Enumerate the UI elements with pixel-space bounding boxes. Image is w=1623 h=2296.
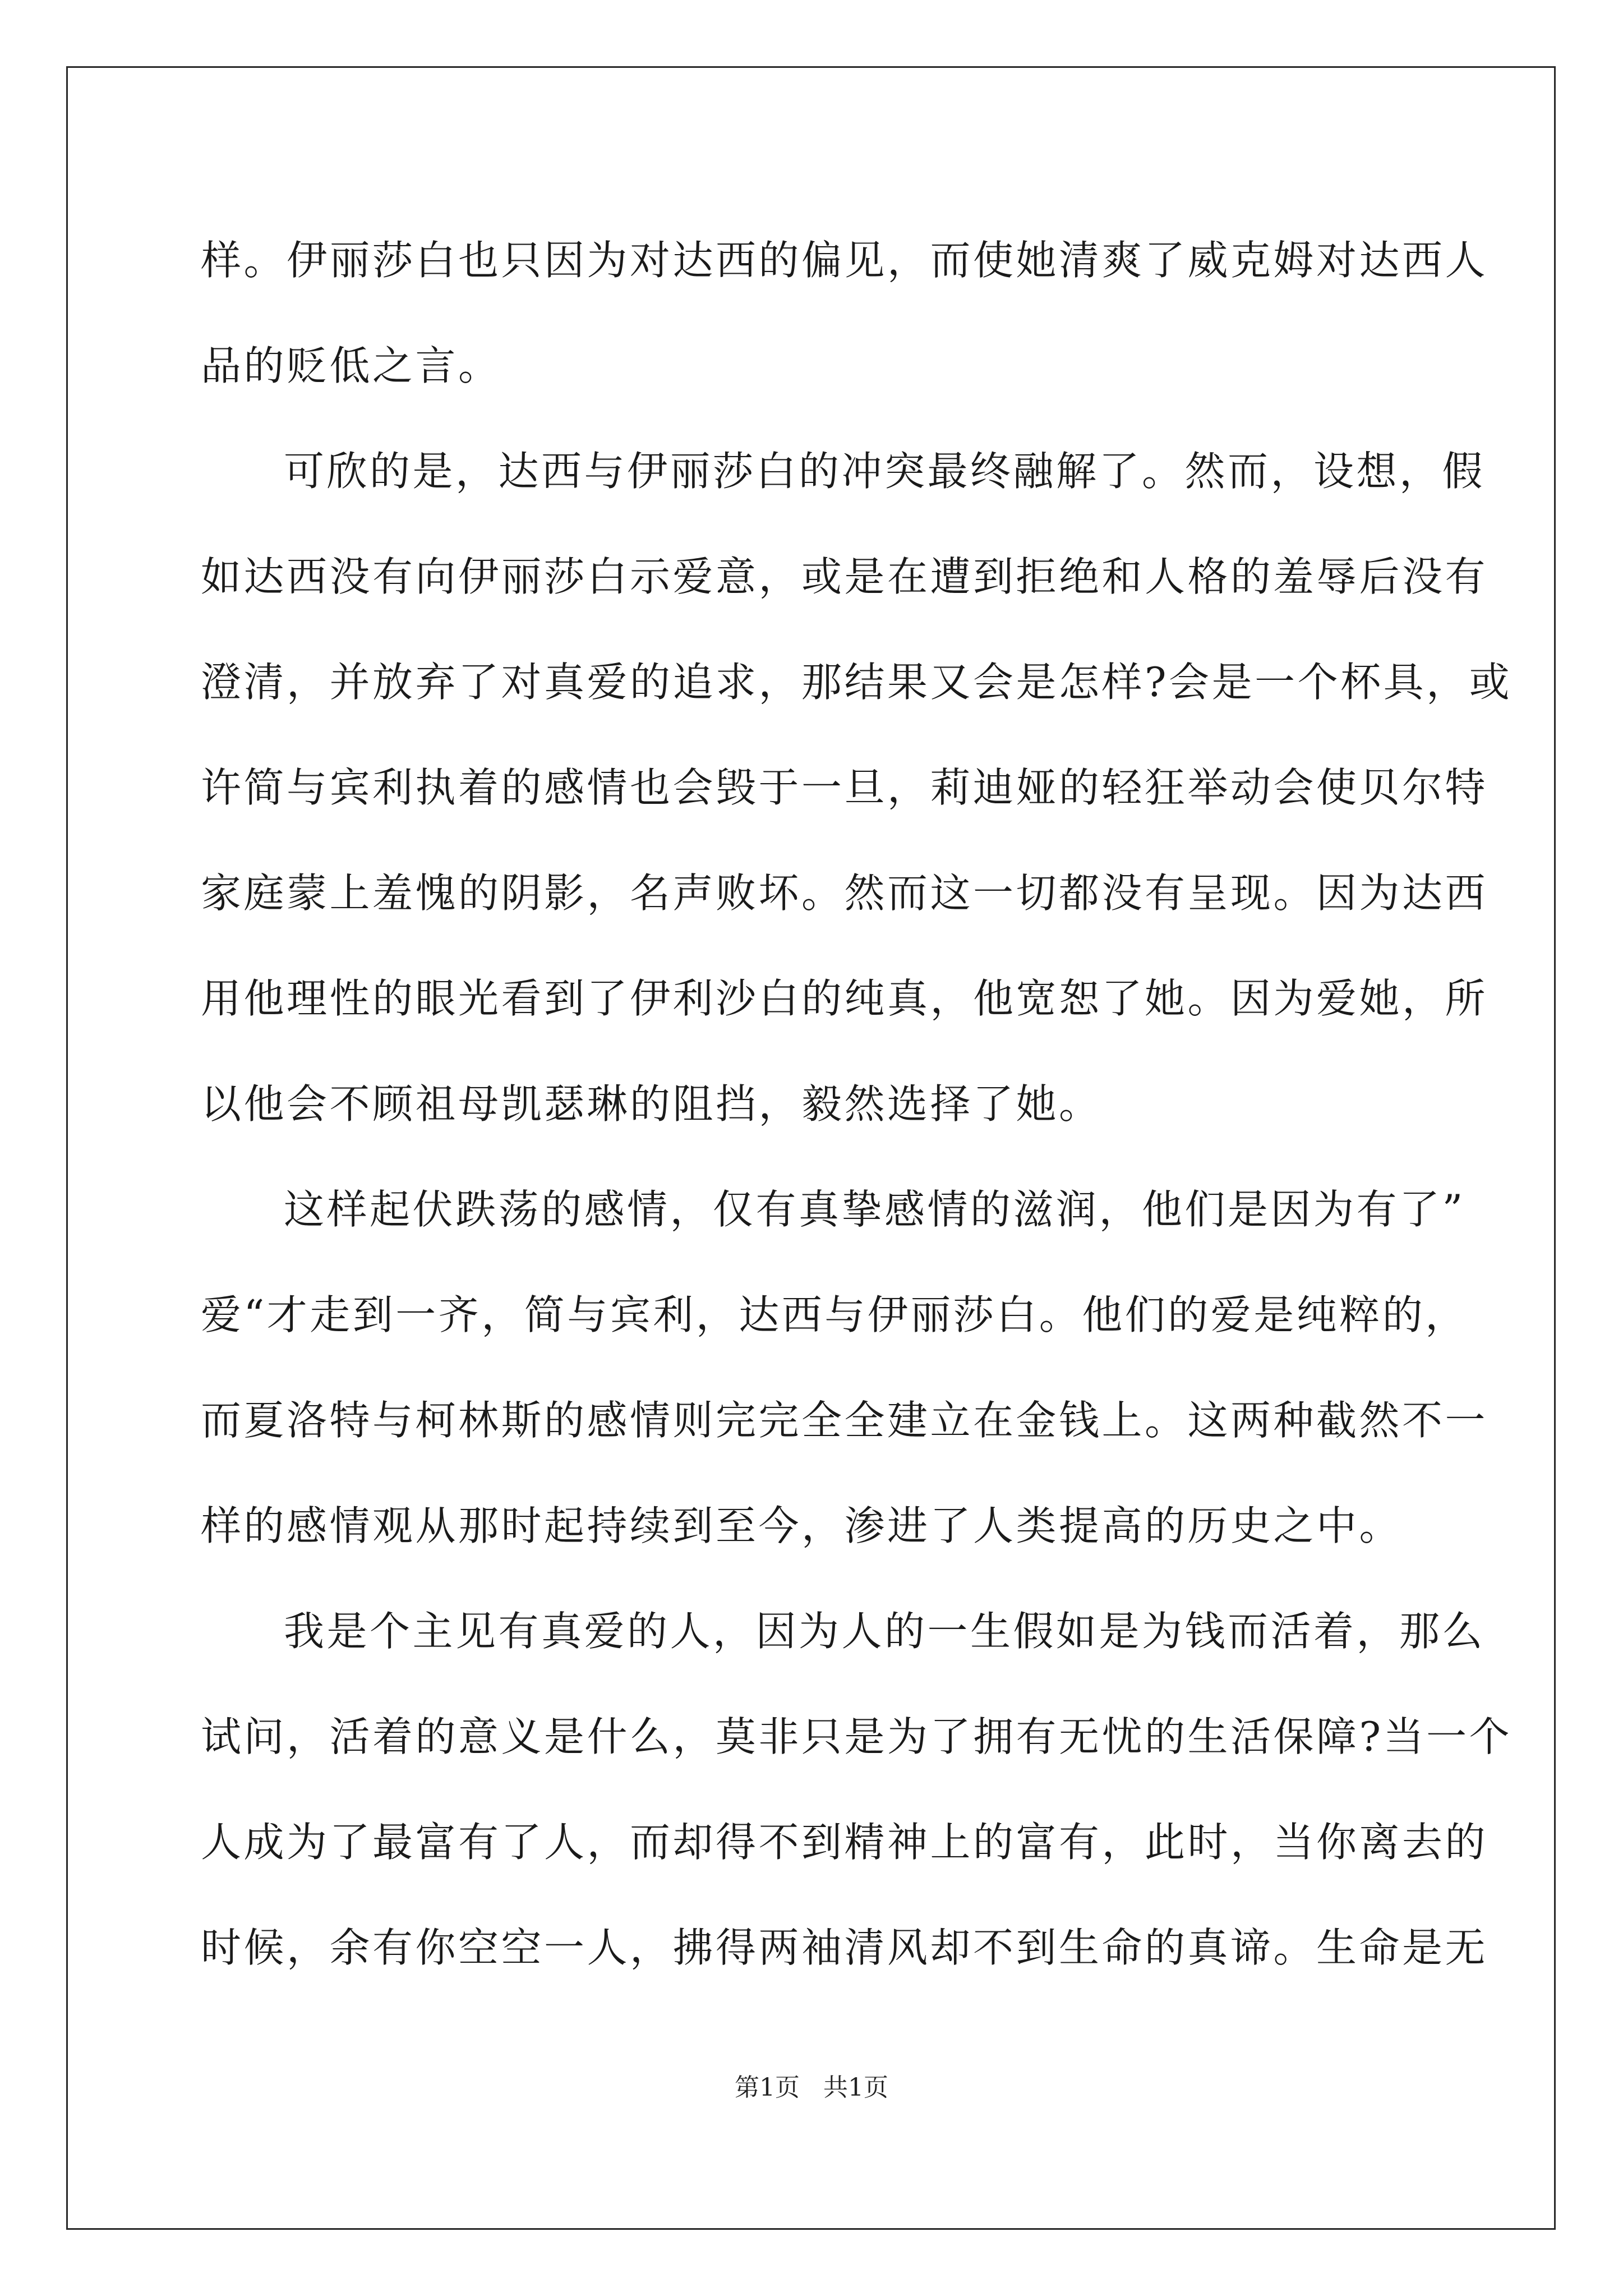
page-number-footer: 第1页 共1页 <box>735 2073 888 2102</box>
text-line: 以他会不顾祖母凯瑟琳的阻挡，毅然选择了她。 <box>201 1080 1102 1128</box>
document-body <box>201 208 1513 2000</box>
text-line: 时候，余有你空空一人，拂得两袖清风却不到生命的真谛。生命是无 <box>201 1924 1488 1971</box>
paragraph-start-line: 我是个主见有真爱的人，因为人的一生假如是为钱而活着，那么 <box>284 1608 1486 1655</box>
text-line: 试问，活着的意义是什么，莫非只是为了拥有无忧的生活保障?当一个 <box>201 1713 1513 1760</box>
paragraph-start-line: 这样起伏跌荡的感情，仅有真挚感情的滋润，他们是因为有了” <box>284 1186 1465 1233</box>
text-line: 用他理性的眼光看到了伊利沙白的纯真，他宽恕了她。因为爱她，所 <box>201 975 1488 1022</box>
text-line: 家庭蒙上羞愧的阴影，名声败坏。然而这一切都没有呈现。因为达西 <box>201 869 1488 917</box>
text-line: 而夏洛特与柯林斯的感情则完完全全建立在金钱上。这两种截然不一 <box>201 1397 1488 1444</box>
paragraph-start-line: 可欣的是，达西与伊丽莎白的冲突最终融解了。然而，设想，假 <box>284 448 1486 495</box>
text-line: 样的感情观从那时起持续到至今，渗进了人类提高的历史之中。 <box>201 1502 1403 1549</box>
text-line: 许简与宾利执着的感情也会毁于一旦，莉迪娅的轻狂举动会使贝尔特 <box>201 764 1488 811</box>
text-line: 如达西没有向伊丽莎白示爱意，或是在遭到拒绝和人格的羞辱后没有 <box>201 553 1488 600</box>
text-line: 爱“才走到一齐，简与宾利，达西与伊丽莎白。他们的爱是纯粹的， <box>201 1291 1468 1338</box>
text-line: 澄清，并放弃了对真爱的追求，那结果又会是怎样?会是一个杯具，或 <box>201 659 1513 706</box>
text-line: 样。伊丽莎白也只因为对达西的偏见，而使她清爽了威克姆对达西人 <box>201 237 1488 284</box>
text-line: 人成为了最富有了人，而却得不到精神上的富有，此时，当你离去的 <box>201 1819 1488 1866</box>
text-line: 品的贬低之言。 <box>201 342 501 389</box>
